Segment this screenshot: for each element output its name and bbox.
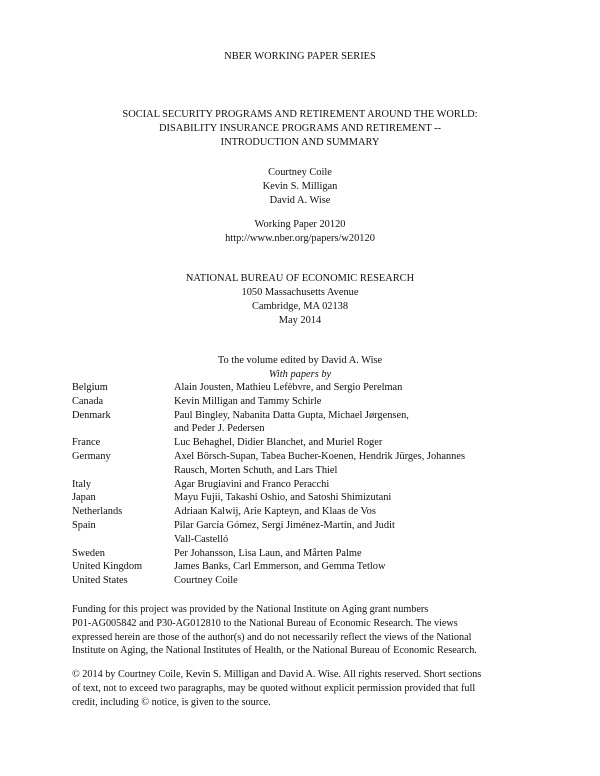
working-paper-info [0, 218, 600, 246]
country-name: Sweden [72, 547, 105, 559]
contributor-line: Luc Behaghel, Didier Blanchet, and Muriel Roger [174, 437, 383, 449]
table-row [72, 450, 530, 478]
table-row [72, 505, 530, 519]
title-line: DISABILITY INSURANCE PROGRAMS AND RETIREMENT -- [159, 123, 441, 134]
series-heading [0, 50, 600, 64]
contributor-names [174, 560, 530, 574]
country-name: Canada [72, 395, 104, 407]
contributor-line: Agar Brugiavini and Franco Peracchi [174, 478, 330, 490]
contributor-names [174, 450, 530, 478]
publisher-name: NATIONAL BUREAU OF ECONOMIC RESEARCH [185, 273, 415, 284]
country-name: Belgium [72, 382, 108, 393]
table-row [72, 560, 530, 574]
contributor-names [174, 478, 530, 492]
contributor-line: Rausch, Morten Schuth, and Lars Thiel [174, 464, 338, 476]
country-name: France [72, 437, 101, 449]
author-name: David A. Wise [269, 195, 331, 206]
contributor-names [174, 574, 530, 588]
copyright-line: credit, including © notice, is given to the source. [72, 696, 271, 708]
copyright-line: © 2014 by Courtney Coile, Kevin S. Milligan and David A. Wise. All rights reserved. Short sections [72, 669, 482, 680]
author-name: Kevin S. Milligan [262, 181, 338, 192]
contributor-names [174, 505, 530, 519]
country-name: United States [72, 575, 128, 587]
country-name: United Kingdom [72, 561, 143, 573]
funding-statement [72, 603, 530, 658]
contributor-names [174, 491, 530, 505]
contributor-line: Mayu Fujii, Takashi Oshio, and Satoshi Shimizutani [174, 492, 392, 504]
contributor-names [174, 519, 530, 547]
publisher-block [0, 272, 600, 328]
contributor-line: Vall-Castelló [174, 533, 229, 545]
author-list [0, 166, 600, 208]
contributors-table [72, 381, 530, 588]
publication-date: May 2014 [278, 315, 322, 326]
table-row [72, 381, 530, 395]
author-name: Courtney Coile [268, 167, 332, 178]
country-name: Italy [72, 478, 92, 490]
copyright-line: of text, not to exceed two paragraphs, may be quoted without explicit permission provided that full [72, 682, 476, 694]
publisher-address-street: 1050 Massachusetts Avenue [241, 287, 359, 298]
contributor-line: Pilar García Gómez, Sergi Jiménez-Martín, and Judit [174, 519, 395, 531]
table-row [72, 491, 530, 505]
table-row [72, 395, 530, 409]
country-name: Netherlands [72, 506, 123, 518]
table-row [72, 409, 530, 437]
with-papers-label: With papers by [268, 369, 332, 380]
table-row [72, 519, 530, 547]
contributor-line: and Peder J. Pedersen [174, 423, 265, 435]
working-paper-url[interactable]: http://www.nber.org/papers/w20120 [225, 233, 375, 244]
country-name: Denmark [72, 409, 111, 421]
funding-line: Institute on Aging, the National Institutes of Health, or the National Bureau of Economic Research. [72, 645, 477, 657]
copyright-notice [72, 668, 530, 709]
contributor-line: Paul Bingley, Nabanita Datta Gupta, Michael Jørgensen, [174, 409, 409, 421]
volume-editor: To the volume edited by David A. Wise [217, 355, 383, 366]
contributor-line: Courtney Coile [174, 575, 238, 587]
contributor-names [174, 436, 530, 450]
table-row [72, 547, 530, 561]
contributor-names [174, 409, 530, 437]
table-row [72, 574, 530, 588]
contributor-line: James Banks, Carl Emmerson, and Gemma Tetlow [174, 561, 386, 573]
series-heading-text: NBER WORKING PAPER SERIES [224, 51, 376, 62]
contributor-names [174, 381, 530, 395]
funding-line: Funding for this project was provided by the National Institute on Aging grant numbers [72, 604, 429, 615]
contributor-line: Adriaan Kalwij, Arie Kapteyn, and Klaas de Vos [174, 506, 376, 518]
contributor-line: Alain Jousten, Mathieu Lefèbvre, and Sergio Perelman [174, 382, 403, 393]
table-row [72, 436, 530, 450]
volume-note [0, 354, 600, 382]
country-name: Germany [72, 450, 111, 462]
title-line: INTRODUCTION AND SUMMARY [220, 137, 380, 148]
contributor-names [174, 547, 530, 561]
funding-line: P01-AG005842 and P30-AG012810 to the National Bureau of Economic Research. The views [72, 617, 458, 629]
country-name: Spain [72, 519, 96, 531]
title-line: SOCIAL SECURITY PROGRAMS AND RETIREMENT AROUND THE WORLD: [122, 109, 478, 120]
table-row [72, 478, 530, 492]
contributor-line: Per Johansson, Lisa Laun, and Mårten Palme [174, 547, 362, 559]
contributor-line: Axel Börsch-Supan, Tabea Bucher-Koenen, Hendrik Jürges, Johannes [174, 450, 465, 462]
country-name: Japan [72, 492, 96, 504]
publisher-address-city: Cambridge, MA 02138 [251, 301, 349, 312]
funding-line: expressed herein are those of the author(s) and do not necessarily reflect the views of the National [72, 631, 472, 643]
working-paper-number: Working Paper 20120 [254, 219, 346, 230]
contributor-names [174, 395, 530, 409]
paper-title [60, 108, 540, 150]
contributor-line: Kevin Milligan and Tammy Schirle [174, 395, 322, 407]
